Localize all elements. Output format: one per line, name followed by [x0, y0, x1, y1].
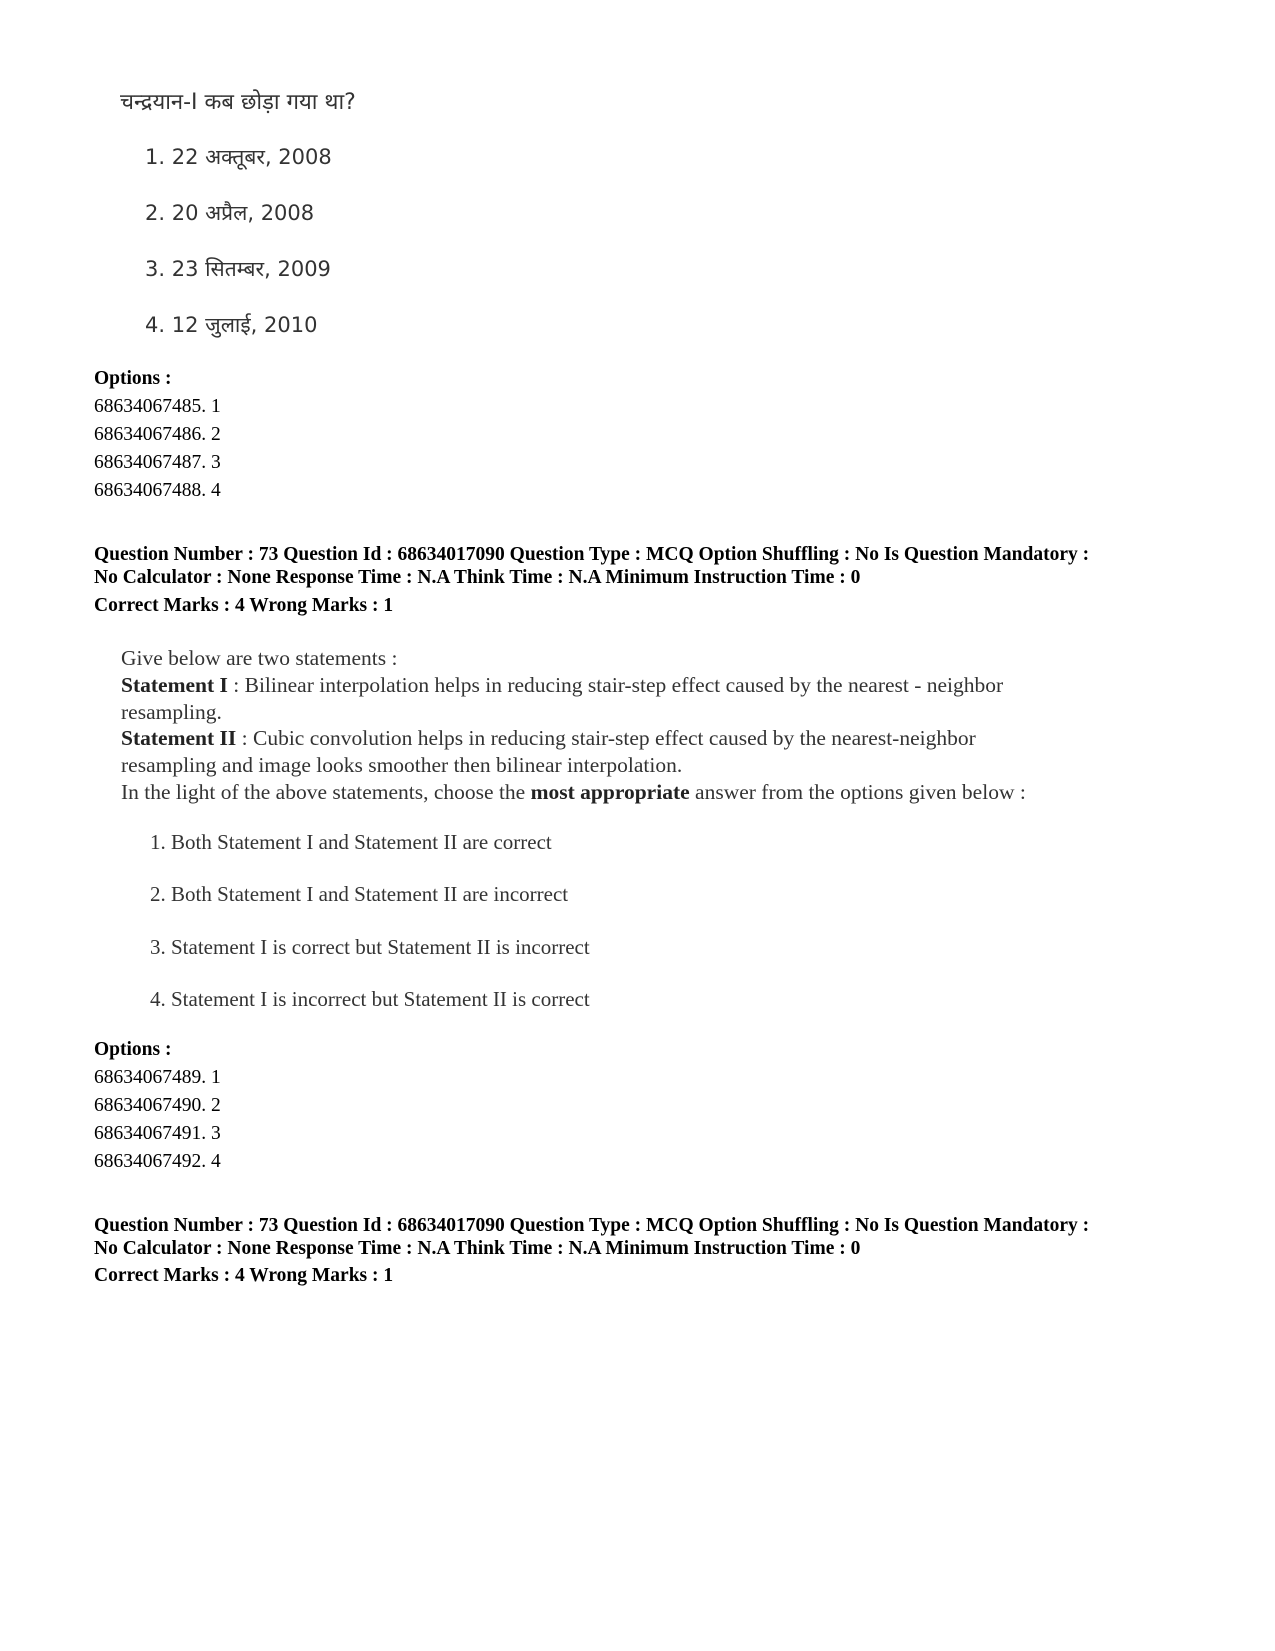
statement-2-label: Statement II: [121, 726, 237, 750]
options-label: Options :: [94, 1039, 172, 1060]
instruction: [121, 778, 1026, 806]
statement-1-cont: resampling.: [121, 700, 222, 724]
choice-1: 1. 22 अक्तूबर, 2008: [145, 145, 332, 169]
question-marks: Correct Marks : 4 Wrong Marks : 1: [94, 595, 394, 616]
choice-2: 2. Both Statement I and Statement II are incorrect: [150, 882, 569, 906]
question-meta-line: No Calculator : None Response Time : N.A Think Time : N.A Minimum Instruction Time : 0: [94, 567, 861, 588]
statement-1-text: : Bilinear interpolation helps in reducing stair-step effect caused by the nearest - neighbor: [227, 673, 1004, 697]
choice-4: 4. Statement I is incorrect but Statement II is correct: [150, 987, 590, 1011]
option-id: 68634067487. 3: [94, 452, 221, 473]
question-intro: Give below are two statements :: [121, 646, 398, 670]
option-id: 68634067490. 2: [94, 1095, 221, 1116]
option-id: 68634067491. 3: [94, 1123, 221, 1144]
statement-1-label: Statement I: [121, 673, 228, 697]
choice-1: 1. Both Statement I and Statement II are correct: [150, 830, 552, 854]
choice-2: 2. 20 अप्रैल, 2008: [145, 201, 315, 225]
option-id: 68634067492. 4: [94, 1151, 221, 1172]
statement-1: [121, 671, 1003, 699]
option-id: 68634067486. 2: [94, 424, 221, 445]
option-id: 68634067489. 1: [94, 1067, 221, 1088]
statement-2: [121, 724, 976, 752]
instruction-text: In the light of the above statements, choose the: [121, 780, 531, 804]
instruction-text: answer from the options given below :: [689, 780, 1026, 804]
statement-2-text: : Cubic convolution helps in reducing stair-step effect caused by the nearest-neighbor: [236, 726, 976, 750]
choice-4: 4. 12 जुलाई, 2010: [145, 313, 318, 337]
question-meta-line: No Calculator : None Response Time : N.A Think Time : N.A Minimum Instruction Time : 0: [94, 1238, 861, 1259]
question-meta-line: Question Number : 73 Question Id : 68634017090 Question Type : MCQ Option Shuffling : No Is Question Mandatory :: [94, 1215, 1090, 1236]
choice-3: 3. Statement I is correct but Statement II is incorrect: [150, 935, 590, 959]
question-text: चन्द्रयान-I कब छोड़ा गया था?: [120, 90, 356, 115]
choice-3: 3. 23 सितम्बर, 2009: [145, 257, 331, 281]
question-meta-line: Question Number : 73 Question Id : 68634017090 Question Type : MCQ Option Shuffling : No Is Question Mandatory :: [94, 544, 1090, 565]
option-id: 68634067485. 1: [94, 396, 221, 417]
option-id: 68634067488. 4: [94, 480, 221, 501]
statement-2-cont: resampling and image looks smoother then bilinear interpolation.: [121, 753, 683, 777]
options-label: Options :: [94, 368, 172, 389]
instruction-emphasis: most appropriate: [530, 780, 690, 804]
question-marks: Correct Marks : 4 Wrong Marks : 1: [94, 1265, 394, 1286]
